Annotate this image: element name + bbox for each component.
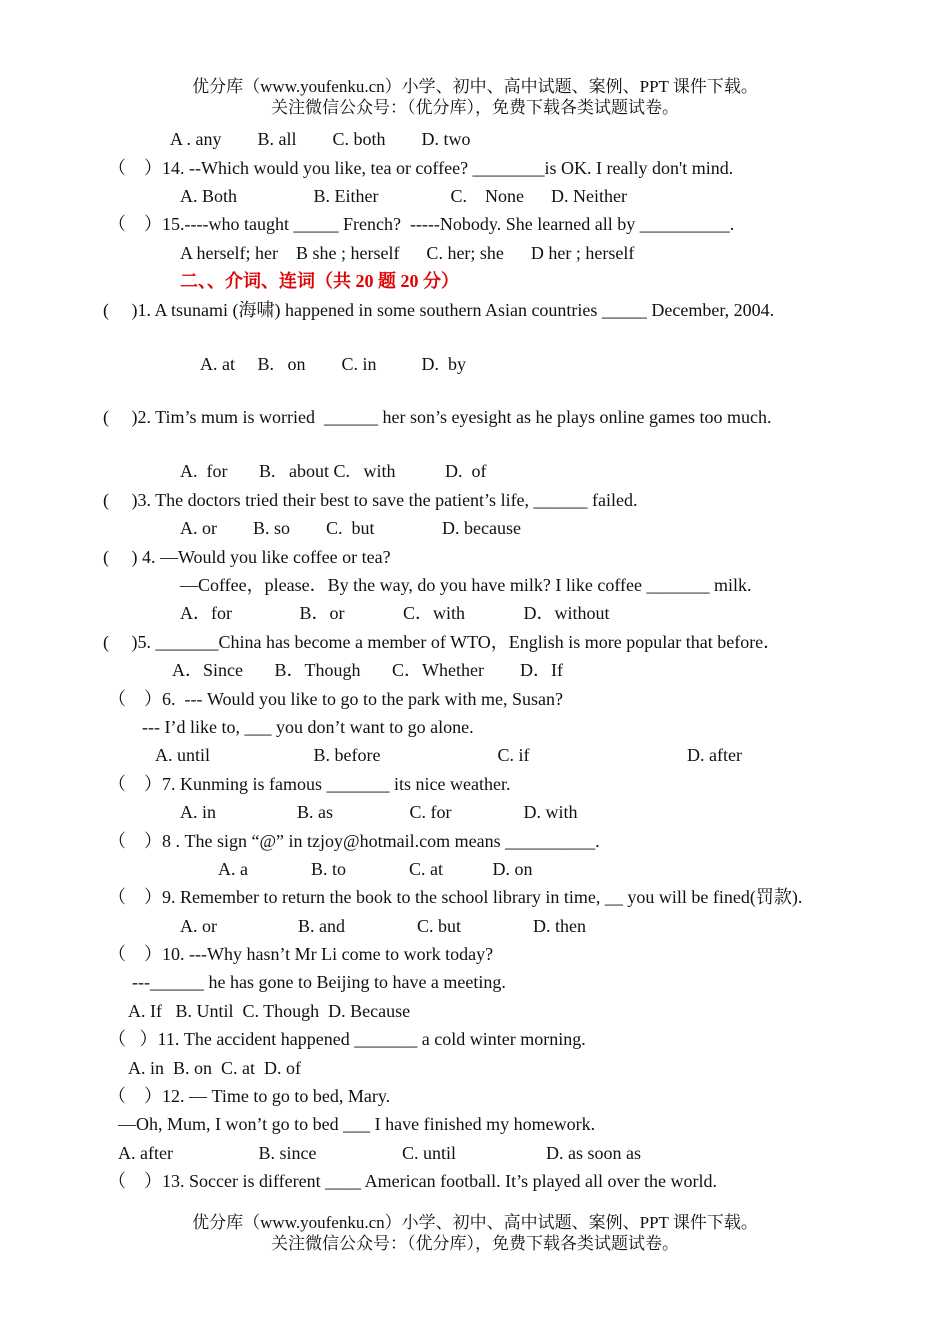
p6-answer: --- I’d like to, ___ you don’t want to go alone. [142, 717, 474, 737]
p9-options: A. or B. and C. but D. then [180, 916, 586, 936]
p6-options: A. until B. before C. if D. after [155, 745, 742, 765]
q14-options: A. Both B. Either C. None D. Neither [180, 186, 627, 206]
p4-options: A．for B．or C．with D．without [180, 603, 610, 623]
p7-question: （ ）7. Kunming is famous _______ its nice weather. [108, 774, 511, 794]
header-line-2: 关注微信公众号：（优分库），免费下载各类试题试卷。 [271, 98, 679, 117]
section-heading: 二、、介词、连词（共 20 题 20 分） [180, 271, 459, 291]
p8-question: （ ）8 . The sign “@” in tzjoy@hotmail.com means __________. [108, 831, 600, 851]
p3-question: ( )3. The doctors tried their best to save the patient’s life, ______ failed. [103, 490, 638, 510]
p6-question: （ ）6. --- Would you like to go to the park with me, Susan? [108, 689, 563, 709]
p7-options: A. in B. as C. for D. with [180, 802, 578, 822]
p13-question: （ ）13. Soccer is different ____ American football. It’s played all over the world. [108, 1171, 718, 1191]
p5-options: A．Since B．Though C．Whether D．If [172, 660, 563, 680]
p12-answer: —Oh, Mum, I won’t go to bed ___ I have finished my homework. [118, 1114, 596, 1134]
p4-question: ( ) 4. —Would you like coffee or tea? [103, 547, 391, 567]
p1-question: ( )1. A tsunami (海啸) happened in some southern Asian countries _____ December, 2004. [103, 300, 775, 320]
p9-question: （ ）9. Remember to return the book to the school library in time, __ you will be fined(罚款). [108, 887, 803, 907]
p3-options: A. or B. so C. but D. because [180, 518, 521, 538]
header-line-1: 优分库（www.youfenku.cn）小学、初中、高中试题、案例、PPT 课件下载。 [192, 77, 758, 96]
q14-question: （ ）14. --Which would you like, tea or coffee? ________is OK. I really don't mind. [108, 158, 734, 178]
p10-options: A. If B. Until C. Though D. Because [128, 1001, 411, 1021]
p5-question: ( )5. _______China has become a member of WTO，English is more popular that before． [103, 632, 782, 652]
p2-options: A. for B. about C. with D. of [180, 461, 487, 481]
p11-options: A. in B. on C. at D. of [128, 1058, 301, 1078]
p2-question: ( )2. Tim’s mum is worried ______ her son’s eyesight as he plays online games too much. [103, 407, 772, 427]
p11-question: （ ）11. The accident happened _______ a cold winter morning. [108, 1029, 586, 1049]
p12-question: （ ）12. — Time to go to bed, Mary. [108, 1086, 391, 1106]
p8-options: A. a B. to C. at D. on [218, 859, 533, 879]
p12-options: A. after B. since C. until D. as soon as [118, 1143, 641, 1163]
p4-answer: —Coffee，please．By the way, do you have milk? I like coffee _______ milk. [180, 575, 752, 595]
p1-options: A. at B. on C. in D. by [200, 354, 467, 374]
q15-question: （ ）15.----who taught _____ French? -----Nobody. She learned all by __________. [108, 214, 735, 234]
p10-answer: ---______ he has gone to Beijing to have a meeting. [132, 972, 506, 992]
footer-line-1: 优分库（www.youfenku.cn）小学、初中、高中试题、案例、PPT 课件下载。 [192, 1213, 758, 1232]
q15-options: A herself; her B she ; herself C. her; she D her ; herself [180, 243, 635, 263]
q13-options: A . any B. all C. both D. two [170, 129, 471, 149]
footer-line-2: 关注微信公众号：（优分库），免费下载各类试题试卷。 [271, 1234, 679, 1253]
p10-question: （ ）10. ---Why hasn’t Mr Li come to work today? [108, 944, 494, 964]
